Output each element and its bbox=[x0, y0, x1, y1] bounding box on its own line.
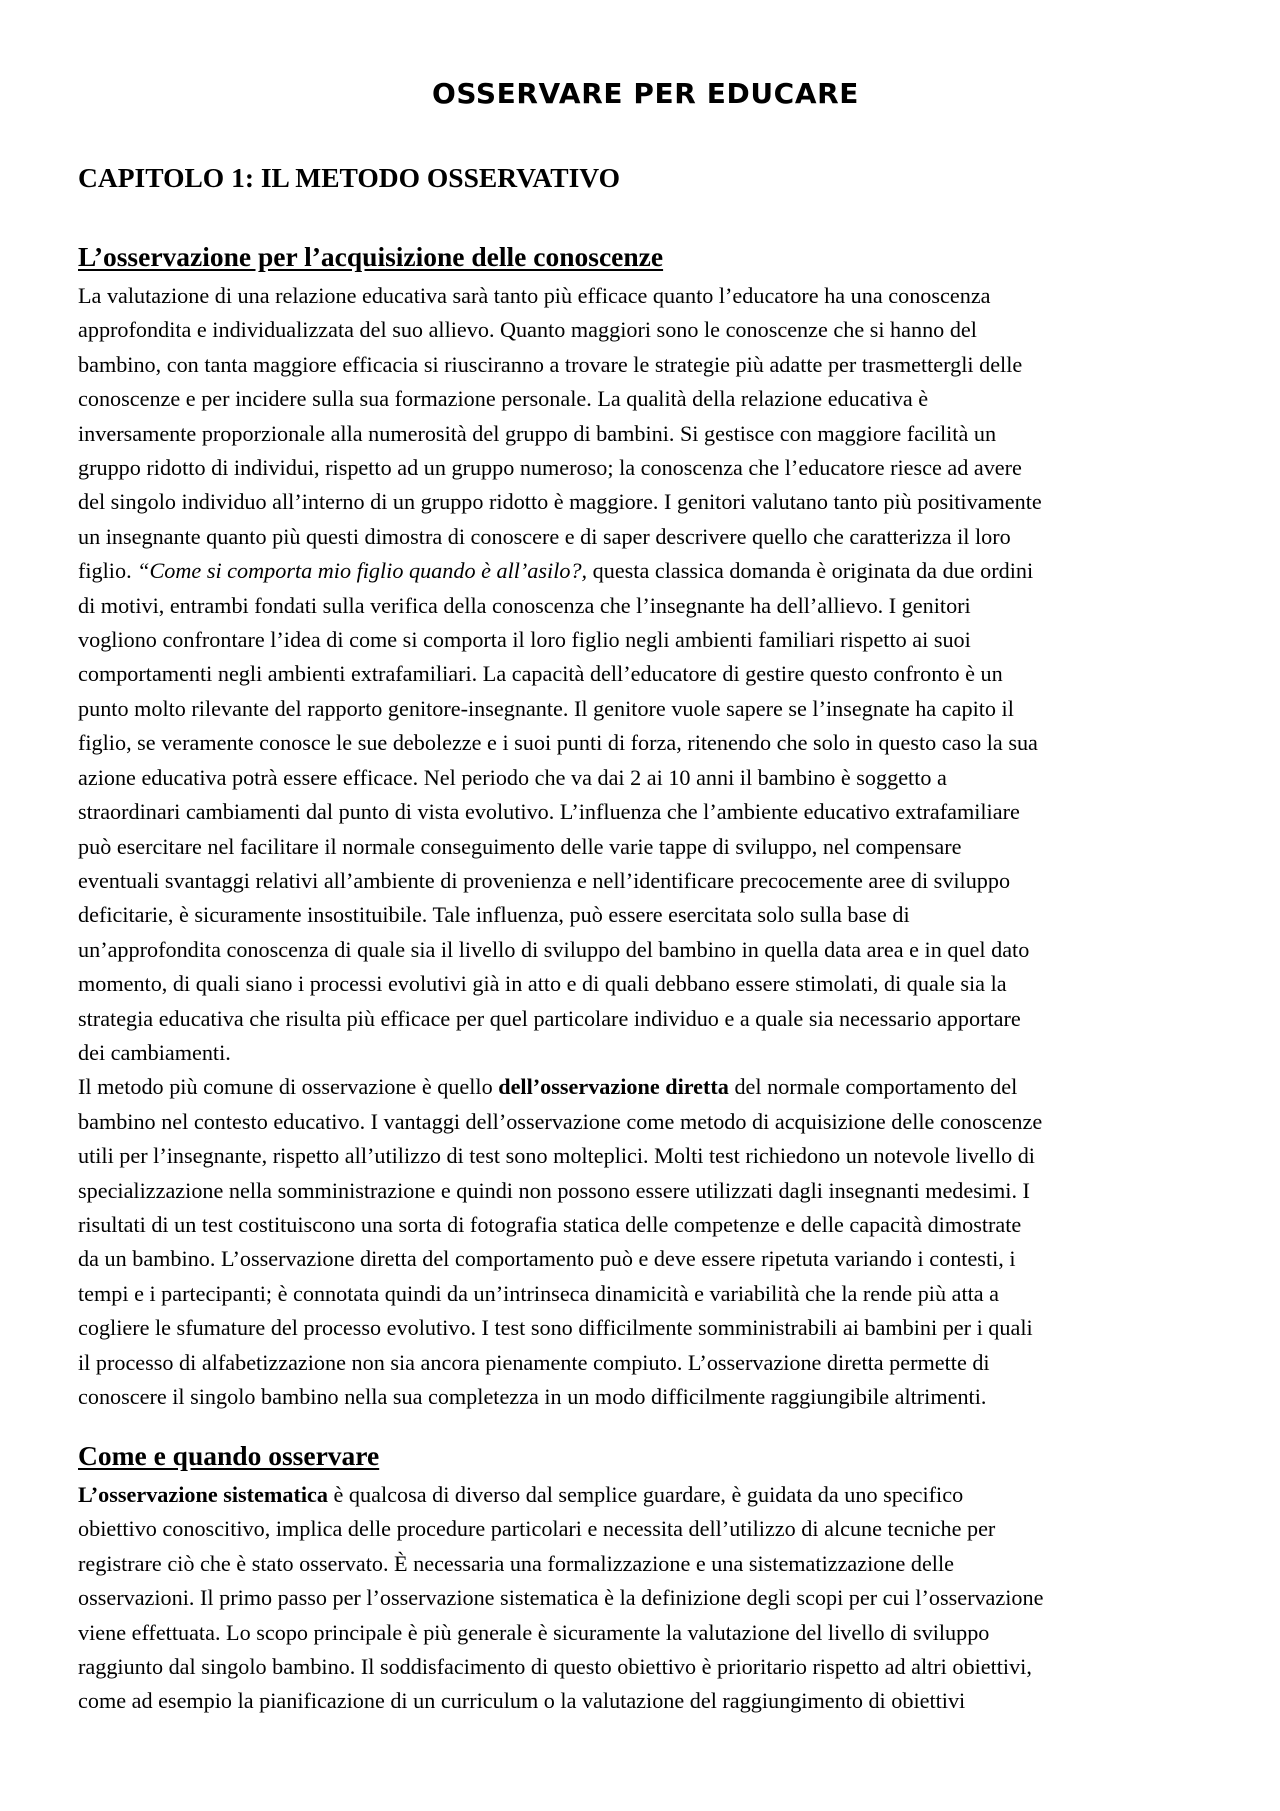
bold-term: dell’osservazione diretta bbox=[498, 1074, 729, 1100]
text-line: vogliono confrontare l’idea di come si comporta il loro figlio negli ambienti familiari rispetto ai suoi bbox=[78, 627, 971, 653]
text-line: gruppo ridotto di individui, rispetto ad un gruppo numeroso; la conoscenza che l’educatore riesce ad avere bbox=[78, 455, 1022, 481]
text-line bbox=[78, 1478, 1213, 1512]
text-line: specializzazione nella somministrazione e quindi non possono essere utilizzati dagli insegnanti medesimi. I bbox=[78, 1177, 1030, 1203]
text-line: obiettivo conoscitivo, implica delle procedure particolari e necessita dell’utilizzo di alcune tecniche per bbox=[78, 1516, 996, 1542]
chapter-heading: CAPITOLO 1: IL METODO OSSERVATIVO bbox=[78, 162, 620, 193]
text-line: azione educativa potrà essere efficace. Nel periodo che va dai 2 ai 10 anni il bambino è soggetto a bbox=[78, 764, 947, 790]
text-line: dei cambiamenti. bbox=[78, 1039, 231, 1065]
bold-term: L’osservazione sistematica bbox=[78, 1482, 328, 1507]
text-line: comportamenti negli ambienti extrafamiliari. La capacità dell’educatore di gestire questo confronto è un bbox=[78, 661, 1003, 687]
text-line: utili per l’insegnante, rispetto all’utilizzo di test sono molteplici. Molti test richiedono un notevole livello di bbox=[78, 1143, 1035, 1169]
text-line: momento, di quali siano i processi evolutivi già in atto e di quali debbano essere stimolati, di quale sia la bbox=[78, 971, 1007, 997]
text-line: risultati di un test costituiscono una sorta di fotografia statica delle competenze e delle capacità dimostrate bbox=[78, 1211, 1022, 1237]
text-line: un’approfondita conoscenza di quale sia il livello di sviluppo del bambino in quella data area e in quel dato bbox=[78, 936, 1030, 962]
section-body-come-quando bbox=[78, 1478, 1213, 1719]
text-run: questa classica domanda è originata da due ordini bbox=[587, 558, 1034, 584]
document-title: OSSERVARE PER EDUCARE bbox=[431, 77, 859, 110]
italic-quote: “Come si comporta mio figlio quando è all’asilo?, bbox=[137, 558, 588, 584]
text-run: è qualcosa di diverso dal semplice guardare, è guidata da uno specifico bbox=[327, 1482, 964, 1507]
section-body-osservazione bbox=[78, 279, 1213, 1414]
text-line: un insegnante quanto più questi dimostra di conoscere e di saper descrivere quello che caratterizza il loro bbox=[78, 523, 1011, 549]
text-line: raggiunto dal singolo bambino. Il soddisfacimento di questo obiettivo è prioritario rispetto ad altri obiettivi, bbox=[78, 1654, 1032, 1680]
section-heading-osservazione: L’osservazione per l’acquisizione delle conoscenze bbox=[78, 241, 664, 272]
text-line: il processo di alfabetizzazione non sia ancora pienamente compiuto. L’osservazione diretta permette di bbox=[78, 1349, 990, 1375]
text-run: del normale comportamento del bbox=[728, 1074, 1018, 1100]
text-line bbox=[78, 1070, 1213, 1104]
text-line: strategia educativa che risulta più efficace per quel particolare individuo e a quale sia necessario apportare bbox=[78, 1005, 1021, 1031]
text-line: deficitarie, è sicuramente insostituibile. Tale influenza, può essere esercitata solo sulla base di bbox=[78, 902, 910, 928]
text-line: straordinari cambiamenti dal punto di vista evolutivo. L’influenza che l’ambiente educativo extrafamiliare bbox=[78, 799, 1020, 825]
text-line: La valutazione di una relazione educativa sarà tanto più efficace quanto l’educatore ha una conoscenza bbox=[78, 283, 991, 308]
text-line: del singolo individuo all’interno di un gruppo ridotto è maggiore. I genitori valutano tanto più positivamente bbox=[78, 489, 1042, 515]
text-line: figlio, se veramente conosce le sue debolezze e i suoi punti di forza, ritenendo che solo in questo caso la sua bbox=[78, 730, 1038, 756]
text-line: bambino nel contesto educativo. I vantaggi dell’osservazione come metodo di acquisizione delle conoscenze bbox=[78, 1108, 1043, 1134]
text-line: tempi e i partecipanti; è connotata quindi da un’intrinseca dinamicità e variabilità che la rende più atta a bbox=[78, 1280, 1000, 1306]
text-line: osservazioni. Il primo passo per l’osservazione sistematica è la definizione degli scopi per cui l’osservazione bbox=[78, 1585, 1044, 1611]
section-heading-come-quando: Come e quando osservare bbox=[78, 1440, 380, 1471]
text-line: eventuali svantaggi relativi all’ambiente di provenienza e nell’identificare precocemente aree di sviluppo bbox=[78, 867, 1011, 893]
text-line: cogliere le sfumature del processo evolutivo. I test sono difficilmente somministrabili ai bambini per i quali bbox=[78, 1315, 1033, 1341]
text-run: figlio. bbox=[78, 558, 138, 584]
text-line: di motivi, entrambi fondati sulla verifica della conoscenza che l’insegnante ha dell’allievo. I genitori bbox=[78, 592, 971, 618]
text-line: da un bambino. L’osservazione diretta del comportamento può e deve essere ripetuta variando i contesti, i bbox=[78, 1246, 1016, 1272]
text-line: come ad esempio la pianificazione di un curriculum o la valutazione del raggiungimento di obiettivi bbox=[78, 1688, 966, 1714]
text-line: viene effettuata. Lo scopo principale è più generale è sicuramente la valutazione del livello di sviluppo bbox=[78, 1619, 990, 1645]
text-line: registrare ciò che è stato osservato. È necessaria una formalizzazione e una sistematizzazione delle bbox=[78, 1550, 954, 1576]
text-line: conoscenze e per incidere sulla sua formazione personale. La qualità della relazione educativa è bbox=[78, 386, 929, 412]
text-line: punto molto rilevante del rapporto genitore-insegnante. Il genitore vuole sapere se l’insegnate ha capito il bbox=[78, 695, 1014, 721]
text-line: può esercitare nel facilitare il normale conseguimento delle varie tappe di sviluppo, nel compensare bbox=[78, 833, 962, 859]
text-line bbox=[78, 554, 1213, 588]
text-run: Il metodo più comune di osservazione è quello bbox=[78, 1074, 499, 1100]
text-line: bambino, con tanta maggiore efficacia si riusciranno a trovare le strategie più adatte per trasmettergli delle bbox=[78, 351, 1023, 377]
text-line: inversamente proporzionale alla numerosità del gruppo di bambini. Si gestisce con maggiore facilità un bbox=[78, 420, 997, 446]
text-line: conoscere il singolo bambino nella sua completezza in un modo difficilmente raggiungibile altrimenti. bbox=[78, 1384, 987, 1409]
text-line: approfondita e individualizzata del suo allievo. Quanto maggiori sono le conoscenze che si hanno del bbox=[78, 317, 977, 343]
